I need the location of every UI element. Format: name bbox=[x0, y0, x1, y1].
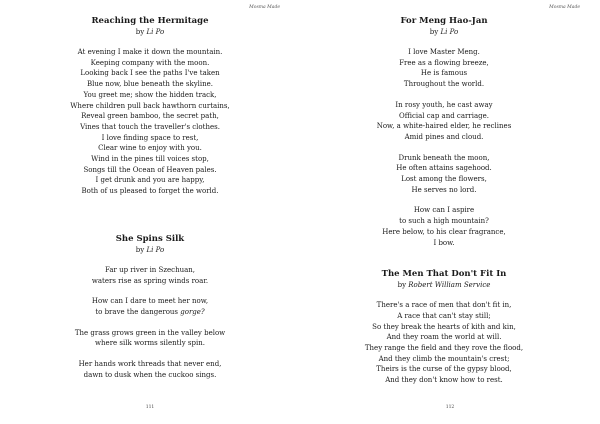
byline-prefix: by bbox=[397, 281, 407, 290]
poem-the-men-that-dont-fit-in bbox=[354, 268, 534, 386]
poem-line: He is famous bbox=[420, 69, 468, 78]
poem-line: Her hands work threads that never end, bbox=[78, 360, 222, 369]
poem-line-text: to brave the dangerous bbox=[95, 307, 181, 316]
poem-line: I get drunk and you are happy, bbox=[95, 176, 205, 185]
poem-line: You greet me; show the hidden track, bbox=[83, 90, 217, 99]
poem-line: How can I dare to meet her now, bbox=[91, 297, 209, 306]
stanza bbox=[354, 205, 534, 248]
left-page-column bbox=[60, 15, 240, 390]
stanza bbox=[60, 296, 240, 317]
running-head: Mosma Made bbox=[249, 5, 280, 10]
poem-line: Amid pines and cloud. bbox=[404, 132, 484, 141]
poem-line: Reveal green bamboo, the secret path, bbox=[81, 112, 219, 121]
poem-she-spins-silk bbox=[60, 233, 240, 381]
poem-author: Li Po bbox=[146, 245, 165, 254]
poem-line: Free as a flowing breeze, bbox=[399, 58, 489, 67]
poem-line: Wind in the pines till voices stop, bbox=[91, 155, 209, 164]
stanza bbox=[354, 153, 534, 196]
poem-line: Where children pull back hawthorn curtains, bbox=[70, 101, 230, 110]
poem-line: Keeping company with the moon. bbox=[90, 58, 210, 67]
poem-line: Lost among the flowers, bbox=[401, 175, 487, 184]
poem-line: dawn to dusk when the cuckoo sings. bbox=[83, 370, 217, 379]
poem-author: Li Po bbox=[440, 28, 459, 36]
poem-line: Looking back I see the paths I've taken bbox=[80, 69, 220, 78]
poem-line: He often attains sagehood. bbox=[396, 164, 492, 173]
poem-title: For Meng Hao-Jan bbox=[400, 16, 488, 26]
poem-line: A race that can't stay still; bbox=[397, 311, 491, 320]
poem-line: Vines that touch the traveller's clothes. bbox=[80, 122, 220, 131]
page-number: 112 bbox=[445, 405, 455, 410]
poem-byline bbox=[354, 27, 534, 37]
poem-line: Drunk beneath the moon, bbox=[398, 153, 490, 162]
poem-line: Theirs is the curse of the gypsy blood, bbox=[376, 365, 512, 374]
stanza bbox=[60, 265, 240, 286]
poem-line: I love finding space to rest, bbox=[101, 133, 199, 142]
stanza bbox=[60, 328, 240, 349]
poem-line: Both of us pleased to forget the world. bbox=[81, 187, 219, 196]
poem-line: In rosy youth, he cast away bbox=[395, 100, 493, 109]
poem-line: I bow. bbox=[433, 238, 455, 247]
right-page-column bbox=[354, 15, 534, 396]
stanza bbox=[60, 359, 240, 380]
stanza bbox=[354, 47, 534, 90]
poem-line: They range the field and they rove the flood, bbox=[364, 344, 524, 353]
poem-line: where silk worms silently spin. bbox=[95, 339, 205, 348]
stanza bbox=[354, 100, 534, 143]
poem-title: The Men That Don't Fit In bbox=[381, 269, 507, 280]
poem-line: Clear wine to enjoy with you. bbox=[98, 144, 202, 153]
poem-for-meng-hao-jan bbox=[354, 15, 534, 248]
byline-prefix: by bbox=[135, 245, 145, 254]
poem-reaching-the-hermitage bbox=[60, 15, 240, 197]
poem-byline bbox=[60, 27, 240, 37]
running-head: Mosma Made bbox=[549, 5, 580, 10]
poem-line: He serves no lord. bbox=[411, 185, 477, 194]
poem-line: And they roam the world at will. bbox=[386, 333, 502, 342]
poem-line: The grass grows green in the valley below bbox=[74, 328, 226, 337]
poem-line: waters rise as spring winds roar. bbox=[91, 276, 209, 285]
poem-line: And they climb the mountain's crest; bbox=[378, 354, 510, 363]
poem-line: And they don't know how to rest. bbox=[385, 376, 503, 385]
poem-line: to such a high mountain? bbox=[399, 217, 489, 226]
poem-line: At evening I make it down the mountain. bbox=[77, 48, 223, 56]
poem-line bbox=[60, 307, 240, 318]
poem-line: So they break the hearts of kith and kin, bbox=[372, 322, 516, 331]
poem-line: I love Master Meng. bbox=[408, 48, 480, 56]
poem-line: Here below, to his clear fragrance, bbox=[382, 227, 506, 236]
stanza bbox=[60, 47, 240, 197]
poem-line: Throughout the world. bbox=[403, 80, 485, 89]
byline-prefix: by bbox=[135, 28, 145, 36]
stanza bbox=[354, 300, 534, 386]
poem-line: Songs till the Ocean of Heaven pales. bbox=[83, 165, 217, 174]
poem-line: Now, a white-haired elder, he reclines bbox=[376, 122, 512, 131]
right-page bbox=[300, 0, 600, 424]
poem-byline bbox=[354, 280, 534, 290]
poem-line: There's a race of men that don't fit in, bbox=[376, 301, 512, 310]
poem-line: Blue now, blue beneath the skyline. bbox=[86, 80, 213, 89]
byline-prefix: by bbox=[429, 28, 439, 36]
page-number: 111 bbox=[145, 405, 155, 410]
poem-line: Far up river in Szechuan, bbox=[104, 265, 196, 274]
poem-title: Reaching the Hermitage bbox=[91, 16, 209, 26]
poem-byline bbox=[60, 245, 240, 255]
poem-line: Official cap and carriage. bbox=[399, 111, 489, 120]
poem-title: She Spins Silk bbox=[115, 233, 185, 244]
poem-author: Li Po bbox=[146, 28, 165, 36]
poem-line: How can I aspire bbox=[413, 206, 475, 215]
poem-author: Robert William Service bbox=[408, 281, 491, 290]
poem-line-emphasis: gorge? bbox=[180, 307, 205, 316]
